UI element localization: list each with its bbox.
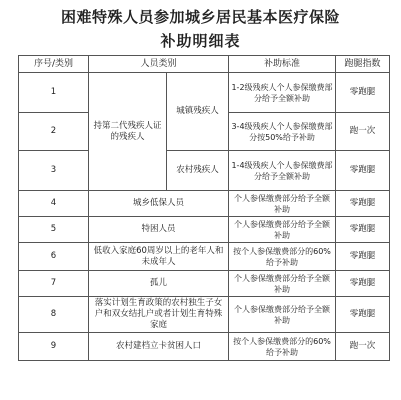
row-indicator: 零跑腿 [336, 151, 390, 191]
header-seq: 序号/类别 [19, 56, 89, 73]
table-row [19, 243, 390, 271]
table-header-row [19, 56, 390, 73]
row-seq: 7 [19, 271, 89, 297]
row-standard: 个人参保缴费部分给予全额补助 [229, 271, 336, 297]
table-row [19, 217, 390, 243]
row-person: 落实计划生育政策的农村独生子女户和双女结扎户或者计划生育特殊家庭 [89, 297, 229, 333]
row-indicator: 零跑腿 [336, 271, 390, 297]
table-row [19, 333, 390, 361]
row-subcategory: 城镇残疾人 [167, 73, 229, 151]
row-standard: 个人参保缴费部分给予全额补助 [229, 297, 336, 333]
header-indicator: 跑腿指数 [336, 56, 390, 73]
row-indicator: 零跑腿 [336, 191, 390, 217]
row-seq: 4 [19, 191, 89, 217]
document-title: 困难特殊人员参加城乡居民基本医疗保险 [60, 8, 340, 26]
table-row [19, 151, 390, 191]
row-standard: 个人参保缴费部分给予全额补助 [229, 191, 336, 217]
row-person: 低收入家庭60周岁以上的老年人和未成年人 [89, 243, 229, 271]
row-indicator: 跑一次 [336, 333, 390, 361]
subsidy-table [18, 55, 390, 361]
row-person: 孤儿 [89, 271, 229, 297]
row-person: 农村建档立卡贫困人口 [89, 333, 229, 361]
row-indicator: 跑一次 [336, 113, 390, 151]
table-row [19, 271, 390, 297]
row-standard: 3-4级残疾人个人参保缴费部分按50%给予补助 [229, 113, 336, 151]
row-seq: 8 [19, 297, 89, 333]
document-subtitle: 补助明细表 [160, 32, 241, 50]
row-person: 特困人员 [89, 217, 229, 243]
table-row [19, 297, 390, 333]
table-row [19, 191, 390, 217]
row-seq: 9 [19, 333, 89, 361]
row-seq: 6 [19, 243, 89, 271]
header-person-type: 人员类别 [89, 56, 229, 73]
row-seq: 3 [19, 151, 89, 191]
table-row [19, 73, 390, 113]
row-indicator: 零跑腿 [336, 73, 390, 113]
row-indicator: 零跑腿 [336, 217, 390, 243]
header-standard: 补助标准 [229, 56, 336, 73]
row-seq: 5 [19, 217, 89, 243]
row-group: 持第二代残疾人证的残疾人 [89, 73, 167, 191]
row-standard: 1-4级残疾人个人参保缴费部分给予全额补助 [229, 151, 336, 191]
row-standard: 按个人参保缴费部分的60%给予补助 [229, 243, 336, 271]
row-person: 城乡低保人员 [89, 191, 229, 217]
row-seq: 2 [19, 113, 89, 151]
row-indicator: 零跑腿 [336, 297, 390, 333]
row-subcategory: 农村残疾人 [167, 151, 229, 191]
row-indicator: 零跑腿 [336, 243, 390, 271]
row-standard: 个人参保缴费部分给予全额补助 [229, 217, 336, 243]
row-seq: 1 [19, 73, 89, 113]
row-standard: 1-2级残疾人个人参保缴费部分给予全额补助 [229, 73, 336, 113]
row-standard: 按个人参保缴费部分的60%给予补助 [229, 333, 336, 361]
